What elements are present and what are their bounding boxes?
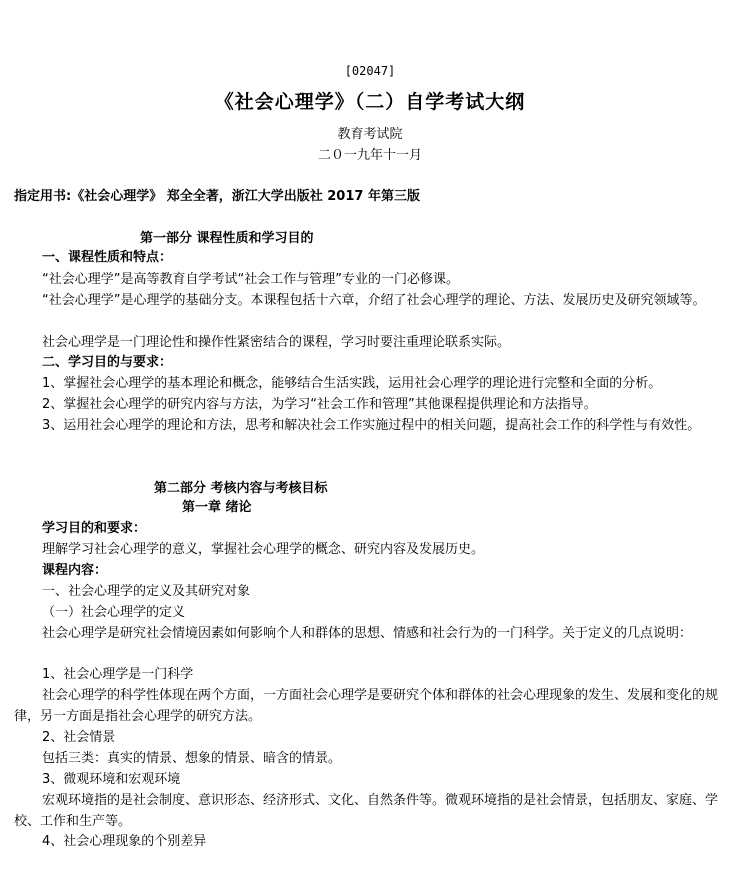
issuing-organization: 教育考试院 [337,127,403,142]
content-item: （一）社会心理学的定义 [42,605,186,620]
content-item: 3、微观环境和宏观环境 [42,772,181,787]
paragraph: 宏观环境指的是社会制度、意识形态、经济形式、文化、自然条件等。微观环境指的是社会情景，包括朋友、家庭、学校、工作和生产等。 [14,793,719,829]
learning-goal-heading: 学习目的和要求： [42,521,147,536]
section-learning-goals-heading: 二、学习目的与要求： [42,355,173,370]
paragraph: 社会心理学是一门理论性和操作性紧密结合的课程，学习时要注重理论联系实际。 [42,335,511,350]
paragraph: 社会心理学的科学性体现在两个方面，一方面社会心理学是要研究个体和群体的社会心理现象的发生、发展和变化的规律，另一方面是指社会心理学的研究方法。 [14,688,719,724]
course-code: [02047] [344,64,396,78]
section-course-nature-heading: 一、课程性质和特点： [42,250,173,265]
designated-textbook: 指定用书:《社会心理学》 郑全全著，浙江大学出版社 2017 年第三版 [14,189,420,204]
part2-heading: 第二部分 考核内容与考核目标 [154,481,328,496]
paragraph: 包括三类：真实的情景、想象的情景、暗含的情景。 [42,751,342,766]
content-item: 1、社会心理学是一门科学 [42,667,194,682]
paragraph: “社会心理学”是高等教育自学考试“社会工作与管理”专业的一门必修课。 [42,272,459,287]
content-item: 2、社会情景 [42,730,116,745]
part1-heading: 第一部分 课程性质和学习目的 [140,231,314,246]
paragraph: 理解学习社会心理学的意义，掌握社会心理学的概念、研究内容及发展历史。 [42,542,485,557]
course-content-heading: 课程内容： [42,563,108,578]
document-title: 《社会心理学》（二）自学考试大纲 [214,91,526,113]
list-item: 3、运用社会心理学的理论和方法，思考和解决社会工作实施过程中的相关问题，提高社会工作的科学性与有效性。 [42,418,701,433]
list-item: 2、掌握社会心理学的研究内容与方法，为学习“社会工作和管理”其他课程提供理论和方法指导。 [42,397,597,412]
issue-date: 二０一九年十一月 [317,148,422,163]
paragraph: “社会心理学”是心理学的基础分支。本课程包括十六章，介绍了社会心理学的理论、方法、发展历史及研究领域等。 [42,293,706,308]
list-item: 1、掌握社会心理学的基本理论和概念，能够结合生活实践，运用社会心理学的理论进行完整和全面的分析。 [42,376,662,391]
content-item: 一、社会心理学的定义及其研究对象 [42,584,251,599]
chapter-heading: 第一章 绪论 [182,500,252,515]
content-item: 4、社会心理现象的个别差异 [42,834,207,849]
paragraph: 社会心理学是研究社会情境因素如何影响个人和群体的思想、情感和社会行为的一门科学。关于定义的几点说明： [42,626,693,641]
